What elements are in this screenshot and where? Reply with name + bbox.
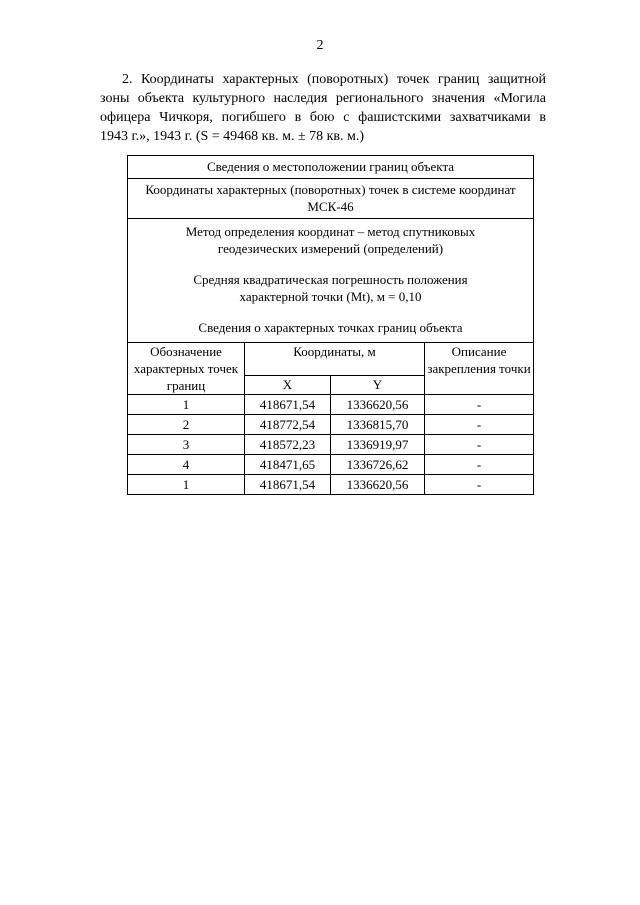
y-cell: 1336620,56: [331, 475, 425, 495]
desc-cell: -: [425, 395, 534, 415]
x-cell: 418671,54: [245, 395, 331, 415]
table-row: [128, 455, 534, 475]
desc-cell: -: [425, 435, 534, 455]
point-cell: 2: [128, 415, 245, 435]
method-text: Метод определения координат – метод спутниковых геодезических измерений (определений): [185, 224, 476, 256]
intro-line: зоны объекта культурного наследия регионального значения «Могила: [100, 91, 546, 106]
table-title: Сведения о местоположении границ объекта: [128, 156, 534, 179]
x-cell: 418772,54: [245, 415, 331, 435]
point-cell: 3: [128, 435, 245, 455]
col-y-header: Y: [331, 376, 425, 395]
table-row: [128, 415, 534, 435]
x-cell: 418572,23: [245, 435, 331, 455]
table-row: [128, 435, 534, 455]
method-block: [128, 219, 534, 343]
y-cell: 1336919,97: [331, 435, 425, 455]
table-row: [128, 475, 534, 495]
intro-paragraph: [100, 70, 546, 146]
intro-line: 2. Координаты характерных (поворотных) точек границ защитной: [122, 72, 546, 87]
intro-line: офицера Чичкоря, погибшего в бою с фашистскими захватчиками в: [100, 110, 546, 125]
intro-line: 1943 г.», 1943 г. (S = 49468 кв. м. ± 78 кв. м.): [100, 129, 365, 144]
col-coordinates-header: Координаты, м: [245, 343, 425, 376]
y-cell: 1336620,56: [331, 395, 425, 415]
y-cell: 1336815,70: [331, 415, 425, 435]
point-cell: 1: [128, 475, 245, 495]
y-cell: 1336726,62: [331, 455, 425, 475]
desc-cell: -: [425, 415, 534, 435]
coord-system-text: Координаты характерных (поворотных) точек в системе координат МСК-46: [145, 182, 516, 214]
col-description-header: Описание закрепления точки: [425, 343, 534, 395]
col-designation-header: Обозначение характерных точек границ: [128, 343, 245, 395]
x-cell: 418471,65: [245, 455, 331, 475]
coord-system-caption: [128, 179, 534, 219]
desc-cell: -: [425, 455, 534, 475]
point-cell: 4: [128, 455, 245, 475]
page-number: 2: [316, 38, 324, 53]
point-cell: 1: [128, 395, 245, 415]
desc-cell: -: [425, 475, 534, 495]
col-x-header: X: [245, 376, 331, 395]
x-cell: 418671,54: [245, 475, 331, 495]
points-caption: Сведения о характерных точках границ объекта: [198, 320, 463, 335]
accuracy-text: Средняя квадратическая погрешность положения характерной точки (Mt), м = 0,10: [193, 272, 468, 304]
coordinates-table: [127, 155, 534, 495]
table-row: [128, 395, 534, 415]
